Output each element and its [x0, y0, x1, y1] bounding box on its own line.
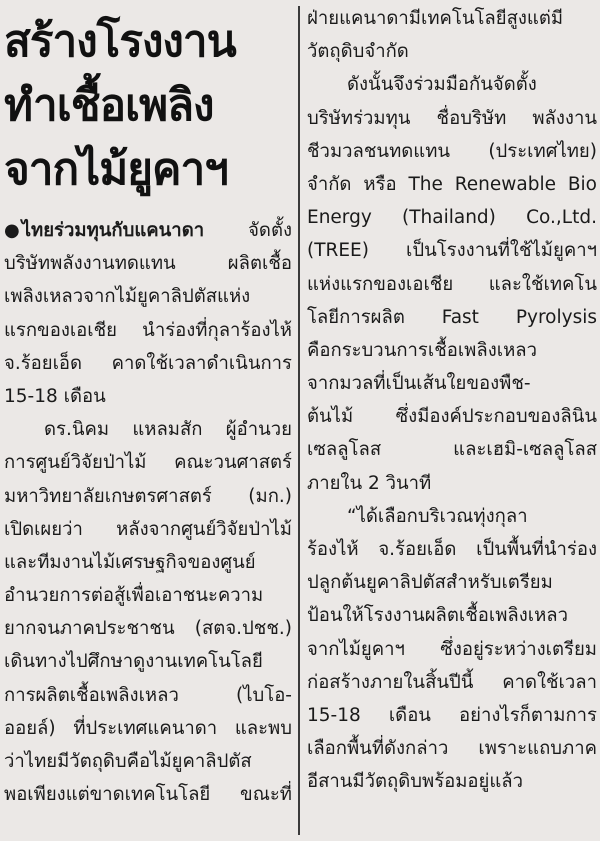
body-line: แห่งแรกของเอเชีย และใช้เทคโน — [307, 273, 597, 295]
body-line: คือกระบวนการเชื้อเพลิงเหลว — [307, 339, 537, 361]
body-line: บริษัทร่วมทุน ชื่อบริษัท พลังงาน — [307, 107, 597, 129]
body-line: พอเพียงแต่ขาดเทคโนโลยี ขณะที่ — [4, 784, 292, 806]
headline — [4, 10, 292, 202]
body-line: เปิดเผยว่า หลังจากศูนย์วิจัยป่าไม้ — [4, 518, 292, 540]
lead-line — [4, 214, 292, 247]
body-line: ชีวมวลชนทดแทน (ประเทศไทย) — [307, 140, 597, 162]
body-line: ปลูกต้นยูคาลิปตัสสำหรับเตรียม — [307, 572, 553, 594]
body-line: โลยีการผลิต Fast Pyrolysis — [307, 306, 597, 328]
body-line: แรกของเอเชีย นำร่องที่กุลาร้องไห้ — [4, 319, 292, 341]
column-divider — [298, 6, 300, 835]
body-line: (TREE) เป็นโรงงานที่ใช้ไม้ยูคาฯ — [307, 240, 597, 262]
body-line: อำนวยการต่อสู้เพื่อเอาชนะความ — [4, 585, 264, 607]
body-line: ยากจนภาคประชาชน (สตจ.ปชช.) — [4, 618, 292, 640]
body-line: ออยล์) ที่ประเทศแคนาดา และพบ — [4, 717, 292, 739]
bullet-icon: ● — [4, 220, 20, 241]
headline-line-3: จากไม้ยูคาฯ — [4, 144, 228, 195]
lead-rest-text: จัดตั้ง — [204, 220, 292, 241]
body-line: ร้องไห้ จ.ร้อยเอ็ด เป็นพื้นที่นำร่อง — [307, 539, 597, 560]
body-line: ภายใน 2 วินาที — [307, 472, 432, 494]
body-line: จากไม้ยูคาฯ ซึ่งอยู่ระหว่างเตรียม — [307, 638, 597, 660]
body-line: ว่าไทยมีวัตถุดิบคือไม้ยูคาลิปตัส — [4, 751, 252, 772]
left-column — [4, 0, 292, 841]
body-line: เซลลูโลส และเฮมิ-เซลลูโลส — [307, 439, 597, 461]
headline-line-2: ทำเชื้อเพลิง — [4, 80, 214, 131]
body-line: Energy (Thailand) Co.,Ltd. — [307, 207, 597, 229]
body-line: จ.ร้อยเอ็ด คาดใช้เวลาดำเนินการ — [4, 352, 292, 374]
body-line: “ได้เลือกบริเวณทุ่งกุลา — [347, 505, 528, 527]
body-line: จากมวลที่เป็นเส้นใยของพืช- — [307, 373, 531, 395]
body-line: วัตถุดิบจำกัด — [307, 41, 409, 63]
body-line: ฝ่ายแคนาดามีเทคโนโลยีสูงแต่มี — [307, 8, 564, 29]
body-line: อีสานมีวัตถุดิบพร้อมอยู่แล้ว — [307, 771, 524, 793]
body-line: และทีมงานไม้เศรษฐกิจของศูนย์ — [4, 551, 256, 573]
body-line: 15-18 เดือน อย่างไรก็ตามการ — [307, 704, 597, 726]
body-line: ป้อนให้โรงงานผลิตเชื้อเพลิงเหลว — [307, 605, 569, 627]
headline-line-1: สร้างโรงงาน — [4, 16, 236, 67]
body-line: บริษัทพลังงานทดแทน ผลิตเชื้อ — [4, 253, 292, 275]
body-line: ต้นไม้ ซึ่งมีองค์ประกอบของลินิน — [307, 406, 597, 428]
body-line: การผลิตเชื้อเพลิงเหลว (ไบโอ- — [4, 684, 292, 706]
body-line: มหาวิทยาลัยเกษตรศาสตร์ (มก.) — [4, 485, 292, 507]
body-line: ดร.นิคม แหลมสัก ผู้อำนวย — [44, 419, 292, 441]
body-line: จำกัด หรือ The Renewable Bio — [307, 173, 597, 195]
body-line: ก่อสร้างภายในสิ้นปีนี้ คาดใช้เวลา — [307, 671, 597, 693]
right-column — [307, 0, 597, 841]
body-line: ดังนั้นจึงร่วมมือกันจัดตั้ง — [347, 74, 537, 96]
lead-bold-text: ไทยร่วมทุนกับแคนาดา — [21, 220, 205, 241]
body-line: เพลิงเหลวจากไม้ยูคาลิปตัสแห่ง — [4, 286, 251, 308]
body-line: เดินทางไปศึกษาดูงานเทคโนโลยี — [4, 651, 263, 673]
body-line: 15-18 เดือน — [4, 385, 106, 407]
body-line: เลือกพื้นที่ดังกล่าว เพราะแถบภาค — [307, 738, 597, 760]
body-line: การศูนย์วิจัยป่าไม้ คณะวนศาสตร์ — [4, 452, 292, 474]
